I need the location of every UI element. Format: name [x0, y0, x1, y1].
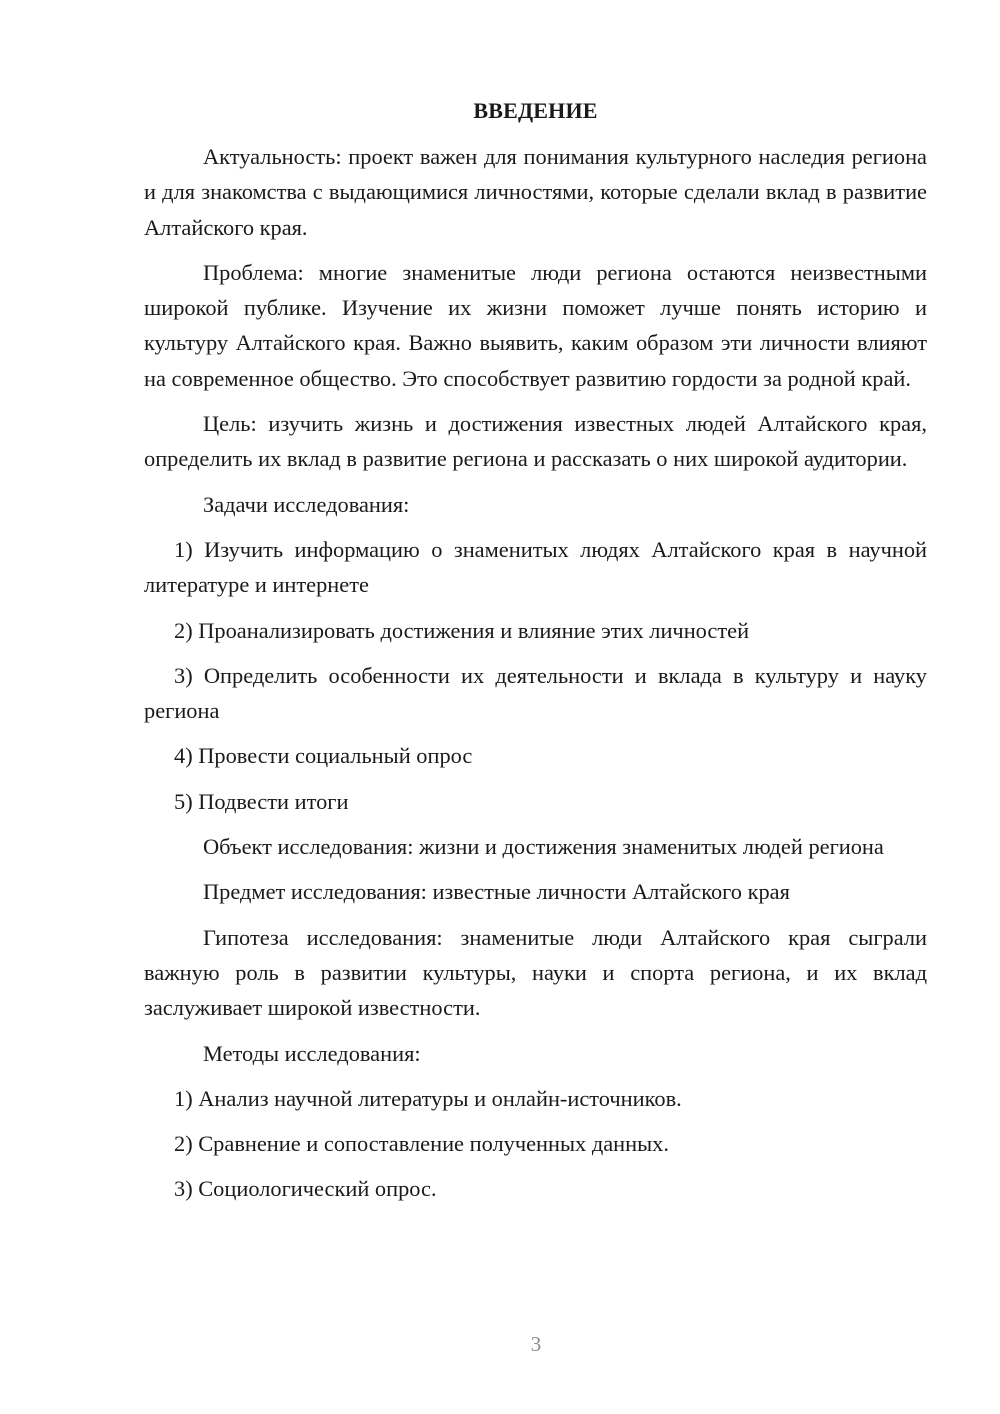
goal-paragraph: Цель: изучить жизнь и достижения известных людей Алтайского края, определить их вклад в развитие региона и рассказать о них широкой аудитории.	[144, 411, 927, 472]
relevance-paragraph: Актуальность: проект важен для понимания культурного наследия региона и для знакомства с выдающимися личностями, которые сделали вклад в развитие Алтайского края.	[144, 144, 927, 240]
method-item-2: 2) Сравнение и сопоставление полученных данных.	[174, 1131, 669, 1157]
document-page	[144, 95, 927, 1217]
section-title: ВВЕДЕНИЕ	[473, 98, 598, 123]
hypothesis-paragraph: Гипотеза исследования: знаменитые люди Алтайского края сыграли важную роль в развитии культуры, науки и спорта региона, и их вклад заслуживает широкой известности.	[144, 924, 927, 1021]
problem-paragraph: Проблема: многие знаменитые люди региона остаются неизвестными широкой публике. Изучение их жизни поможет лучше понять историю и культуру Алтайского края. Важно выявить, каким образом эти личности влияют на современное общество. Это способствует развитию гордости за родной край.	[144, 259, 927, 391]
task-item-3: 3) Определить особенности их деятельности и вклада в культуру и науку региона	[144, 662, 927, 724]
method-item-3: 3) Социологический опрос.	[174, 1176, 437, 1202]
subject-paragraph: Предмет исследования: известные личности Алтайского края	[203, 879, 790, 905]
methods-heading: Методы исследования:	[203, 1040, 421, 1066]
task-item-5: 5) Подвести итоги	[174, 788, 349, 814]
page-number: 3	[530, 1332, 542, 1356]
tasks-heading: Задачи исследования:	[203, 491, 410, 517]
task-item-4: 4) Провести социальный опрос	[174, 743, 473, 769]
method-item-1: 1) Анализ научной литературы и онлайн-источников.	[174, 1085, 682, 1111]
task-item-2: 2) Проанализировать достижения и влияние этих личностей	[174, 617, 750, 643]
object-paragraph: Объект исследования: жизни и достижения знаменитых людей региона	[203, 834, 884, 860]
task-item-1: 1) Изучить информацию о знаменитых людях Алтайского края в научной литературе и интернете	[144, 536, 927, 598]
